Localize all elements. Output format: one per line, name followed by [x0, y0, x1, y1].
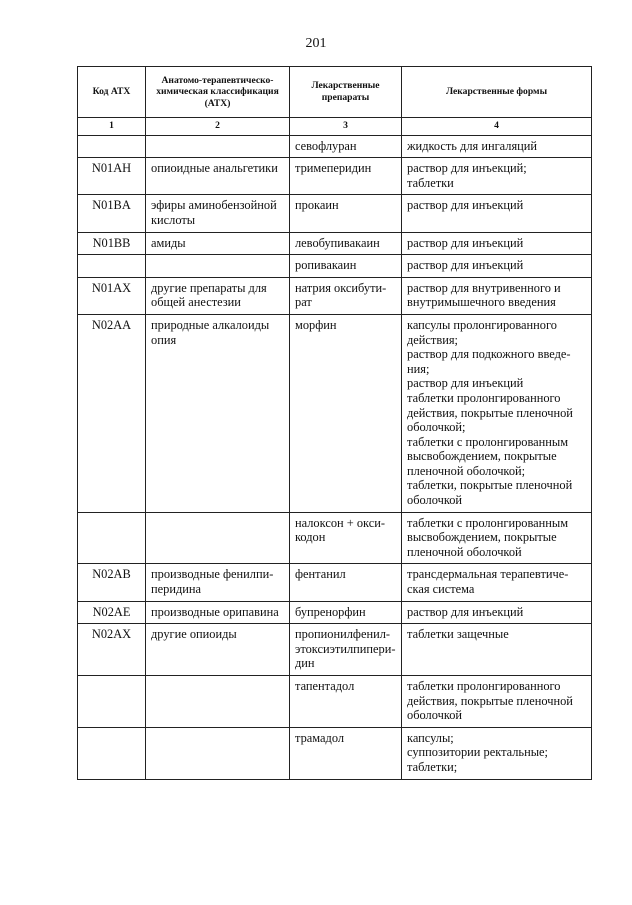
cell-code: N01AX: [78, 277, 146, 314]
cell-classification: другие препараты для общей анестезии: [146, 277, 290, 314]
cell-code: N02AA: [78, 314, 146, 512]
cell-code: [78, 676, 146, 728]
cell-code: N02AB: [78, 564, 146, 601]
cell-forms: таблетки с пролонгированным высвобождением, покрытые пленочной оболочкой: [402, 512, 592, 564]
table-row: [78, 255, 592, 278]
table-row: [78, 564, 592, 601]
cell-drug: морфин: [290, 314, 402, 512]
header-classification: Анатомо-терапевтическо-химическая классификация (АТХ): [146, 67, 290, 118]
cell-forms: жидкость для ингаляций: [402, 135, 592, 158]
column-number: 4: [402, 118, 592, 136]
atx-drug-table: [77, 66, 592, 780]
cell-code: [78, 512, 146, 564]
cell-drug: налоксон + окси- кодон: [290, 512, 402, 564]
cell-code: N01AH: [78, 158, 146, 195]
cell-forms: раствор для внутривенного и внутримышечного введения: [402, 277, 592, 314]
cell-classification: другие опиоиды: [146, 624, 290, 676]
cell-classification: природные алкалоиды опия: [146, 314, 290, 512]
cell-forms: раствор для инъекций: [402, 601, 592, 624]
cell-drug: пропионилфенил- этоксиэтилпипери- дин: [290, 624, 402, 676]
table-row: [78, 624, 592, 676]
table-row: [78, 195, 592, 232]
table-row: [78, 601, 592, 624]
table-row: [78, 232, 592, 255]
cell-classification: [146, 135, 290, 158]
cell-forms: таблетки пролонгированного действия, покрытые пленочной оболочкой: [402, 676, 592, 728]
cell-forms: раствор для инъекций: [402, 232, 592, 255]
cell-drug: бупренорфин: [290, 601, 402, 624]
table-row: [78, 135, 592, 158]
cell-forms: раствор для инъекций; таблетки: [402, 158, 592, 195]
header-row: [78, 67, 592, 118]
cell-forms: капсулы пролонгированного действия; раствор для подкожного введе- ния; раствор для инъекций таблетки пролонгированного действия, покрытые пленочной оболочкой; таблетки с пролонгированным высвобождением, покрытые пленочной оболочкой; таблетки, покрытые пленочной оболочкой: [402, 314, 592, 512]
cell-code: [78, 255, 146, 278]
cell-drug: прокаин: [290, 195, 402, 232]
table-row: [78, 277, 592, 314]
cell-forms: трансдермальная терапевтиче- ская система: [402, 564, 592, 601]
cell-forms: раствор для инъекций: [402, 255, 592, 278]
cell-code: [78, 135, 146, 158]
cell-code: [78, 727, 146, 779]
cell-code: N02AE: [78, 601, 146, 624]
cell-drug: тапентадол: [290, 676, 402, 728]
cell-classification: эфиры аминобензойной кислоты: [146, 195, 290, 232]
column-number-row: [78, 118, 592, 136]
column-number: 1: [78, 118, 146, 136]
cell-forms: капсулы; суппозитории ректальные; таблетки;: [402, 727, 592, 779]
cell-drug: левобупивакаин: [290, 232, 402, 255]
table-row: [78, 314, 592, 512]
cell-forms: раствор для инъекций: [402, 195, 592, 232]
column-number: 2: [146, 118, 290, 136]
cell-drug: натрия оксибути- рат: [290, 277, 402, 314]
cell-code: N01BA: [78, 195, 146, 232]
cell-drug: севофлуран: [290, 135, 402, 158]
cell-drug: трамадол: [290, 727, 402, 779]
table-row: [78, 727, 592, 779]
cell-classification: [146, 255, 290, 278]
cell-classification: опиоидные анальгетики: [146, 158, 290, 195]
table-body: [78, 135, 592, 779]
cell-code: N01BB: [78, 232, 146, 255]
cell-classification: [146, 676, 290, 728]
cell-drug: тримеперидин: [290, 158, 402, 195]
cell-drug: фентанил: [290, 564, 402, 601]
cell-drug: ропивакаин: [290, 255, 402, 278]
header-drugs: Лекарственные препараты: [290, 67, 402, 118]
page-number: 201: [305, 36, 327, 51]
cell-classification: производные орипавина: [146, 601, 290, 624]
cell-classification: производные фенилпи- перидина: [146, 564, 290, 601]
header-forms: Лекарственные формы: [402, 67, 592, 118]
table-row: [78, 158, 592, 195]
cell-forms: таблетки защечные: [402, 624, 592, 676]
table-row: [78, 676, 592, 728]
table-row: [78, 512, 592, 564]
cell-classification: амиды: [146, 232, 290, 255]
column-number: 3: [290, 118, 402, 136]
cell-classification: [146, 727, 290, 779]
header-code: Код АТХ: [78, 67, 146, 118]
cell-code: N02AX: [78, 624, 146, 676]
cell-classification: [146, 512, 290, 564]
